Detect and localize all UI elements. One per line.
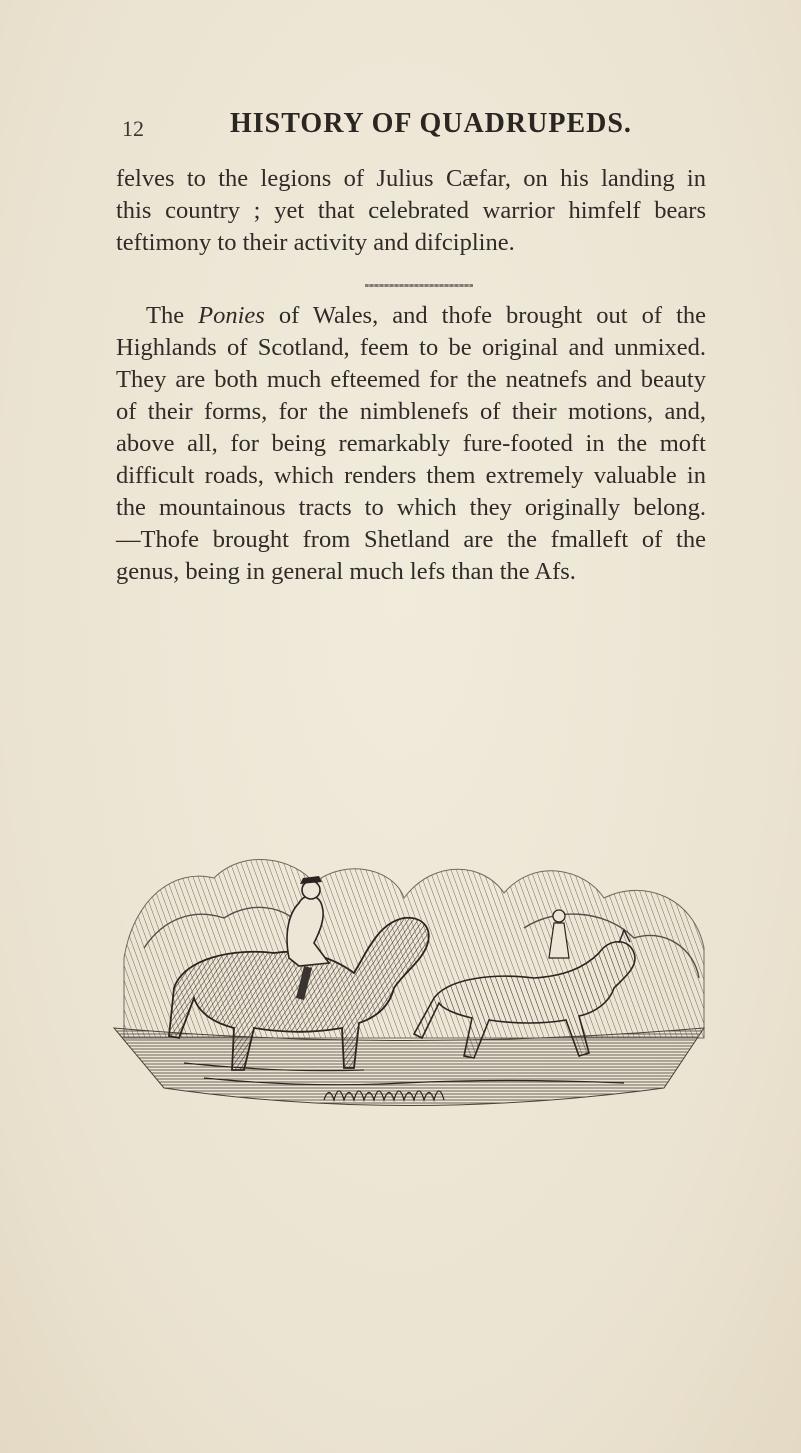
- continued-paragraph: [116, 163, 706, 259]
- text-line: this country ; yet that celebrated warrior himfelf bears: [116, 197, 706, 224]
- woodcut-illustration: [104, 838, 708, 1120]
- page-number: 12: [122, 116, 144, 141]
- line-end: of Wales, and thofe brought out of the: [264, 302, 706, 329]
- text-line: —Thofe brought from Shetland are the fmalleft of the: [116, 526, 706, 553]
- text-line: teftimony to their activity and difcipline.: [116, 229, 515, 256]
- running-head: HISTORY OF QUADRUPEDS.: [230, 108, 632, 139]
- line-start: The: [146, 302, 199, 329]
- text-line: felves to the legions of Julius Cæfar, on his landing in: [116, 165, 706, 192]
- section-divider: [365, 284, 473, 287]
- ponies-paragraph: [116, 300, 706, 588]
- text-line: They are both much efteemed for the neatnefs and beauty: [116, 366, 706, 393]
- text-line: the mountainous tracts to which they originally belong.: [116, 494, 706, 521]
- text-line: Highlands of Scotland, feem to be original and unmixed.: [116, 334, 706, 361]
- text-line: [116, 300, 706, 332]
- text-line: difficult roads, which renders them extremely valuable in: [116, 462, 706, 489]
- italic-term-ponies: Ponies: [198, 302, 265, 329]
- ground: [114, 1028, 704, 1106]
- text-line: genus, being in general much lefs than the Afs.: [116, 558, 576, 585]
- text-line: of their forms, for the nimblenefs of their motions, and,: [116, 398, 706, 425]
- text-line: above all, for being remarkably fure-footed in the moft: [116, 430, 706, 457]
- page-header: [122, 108, 682, 148]
